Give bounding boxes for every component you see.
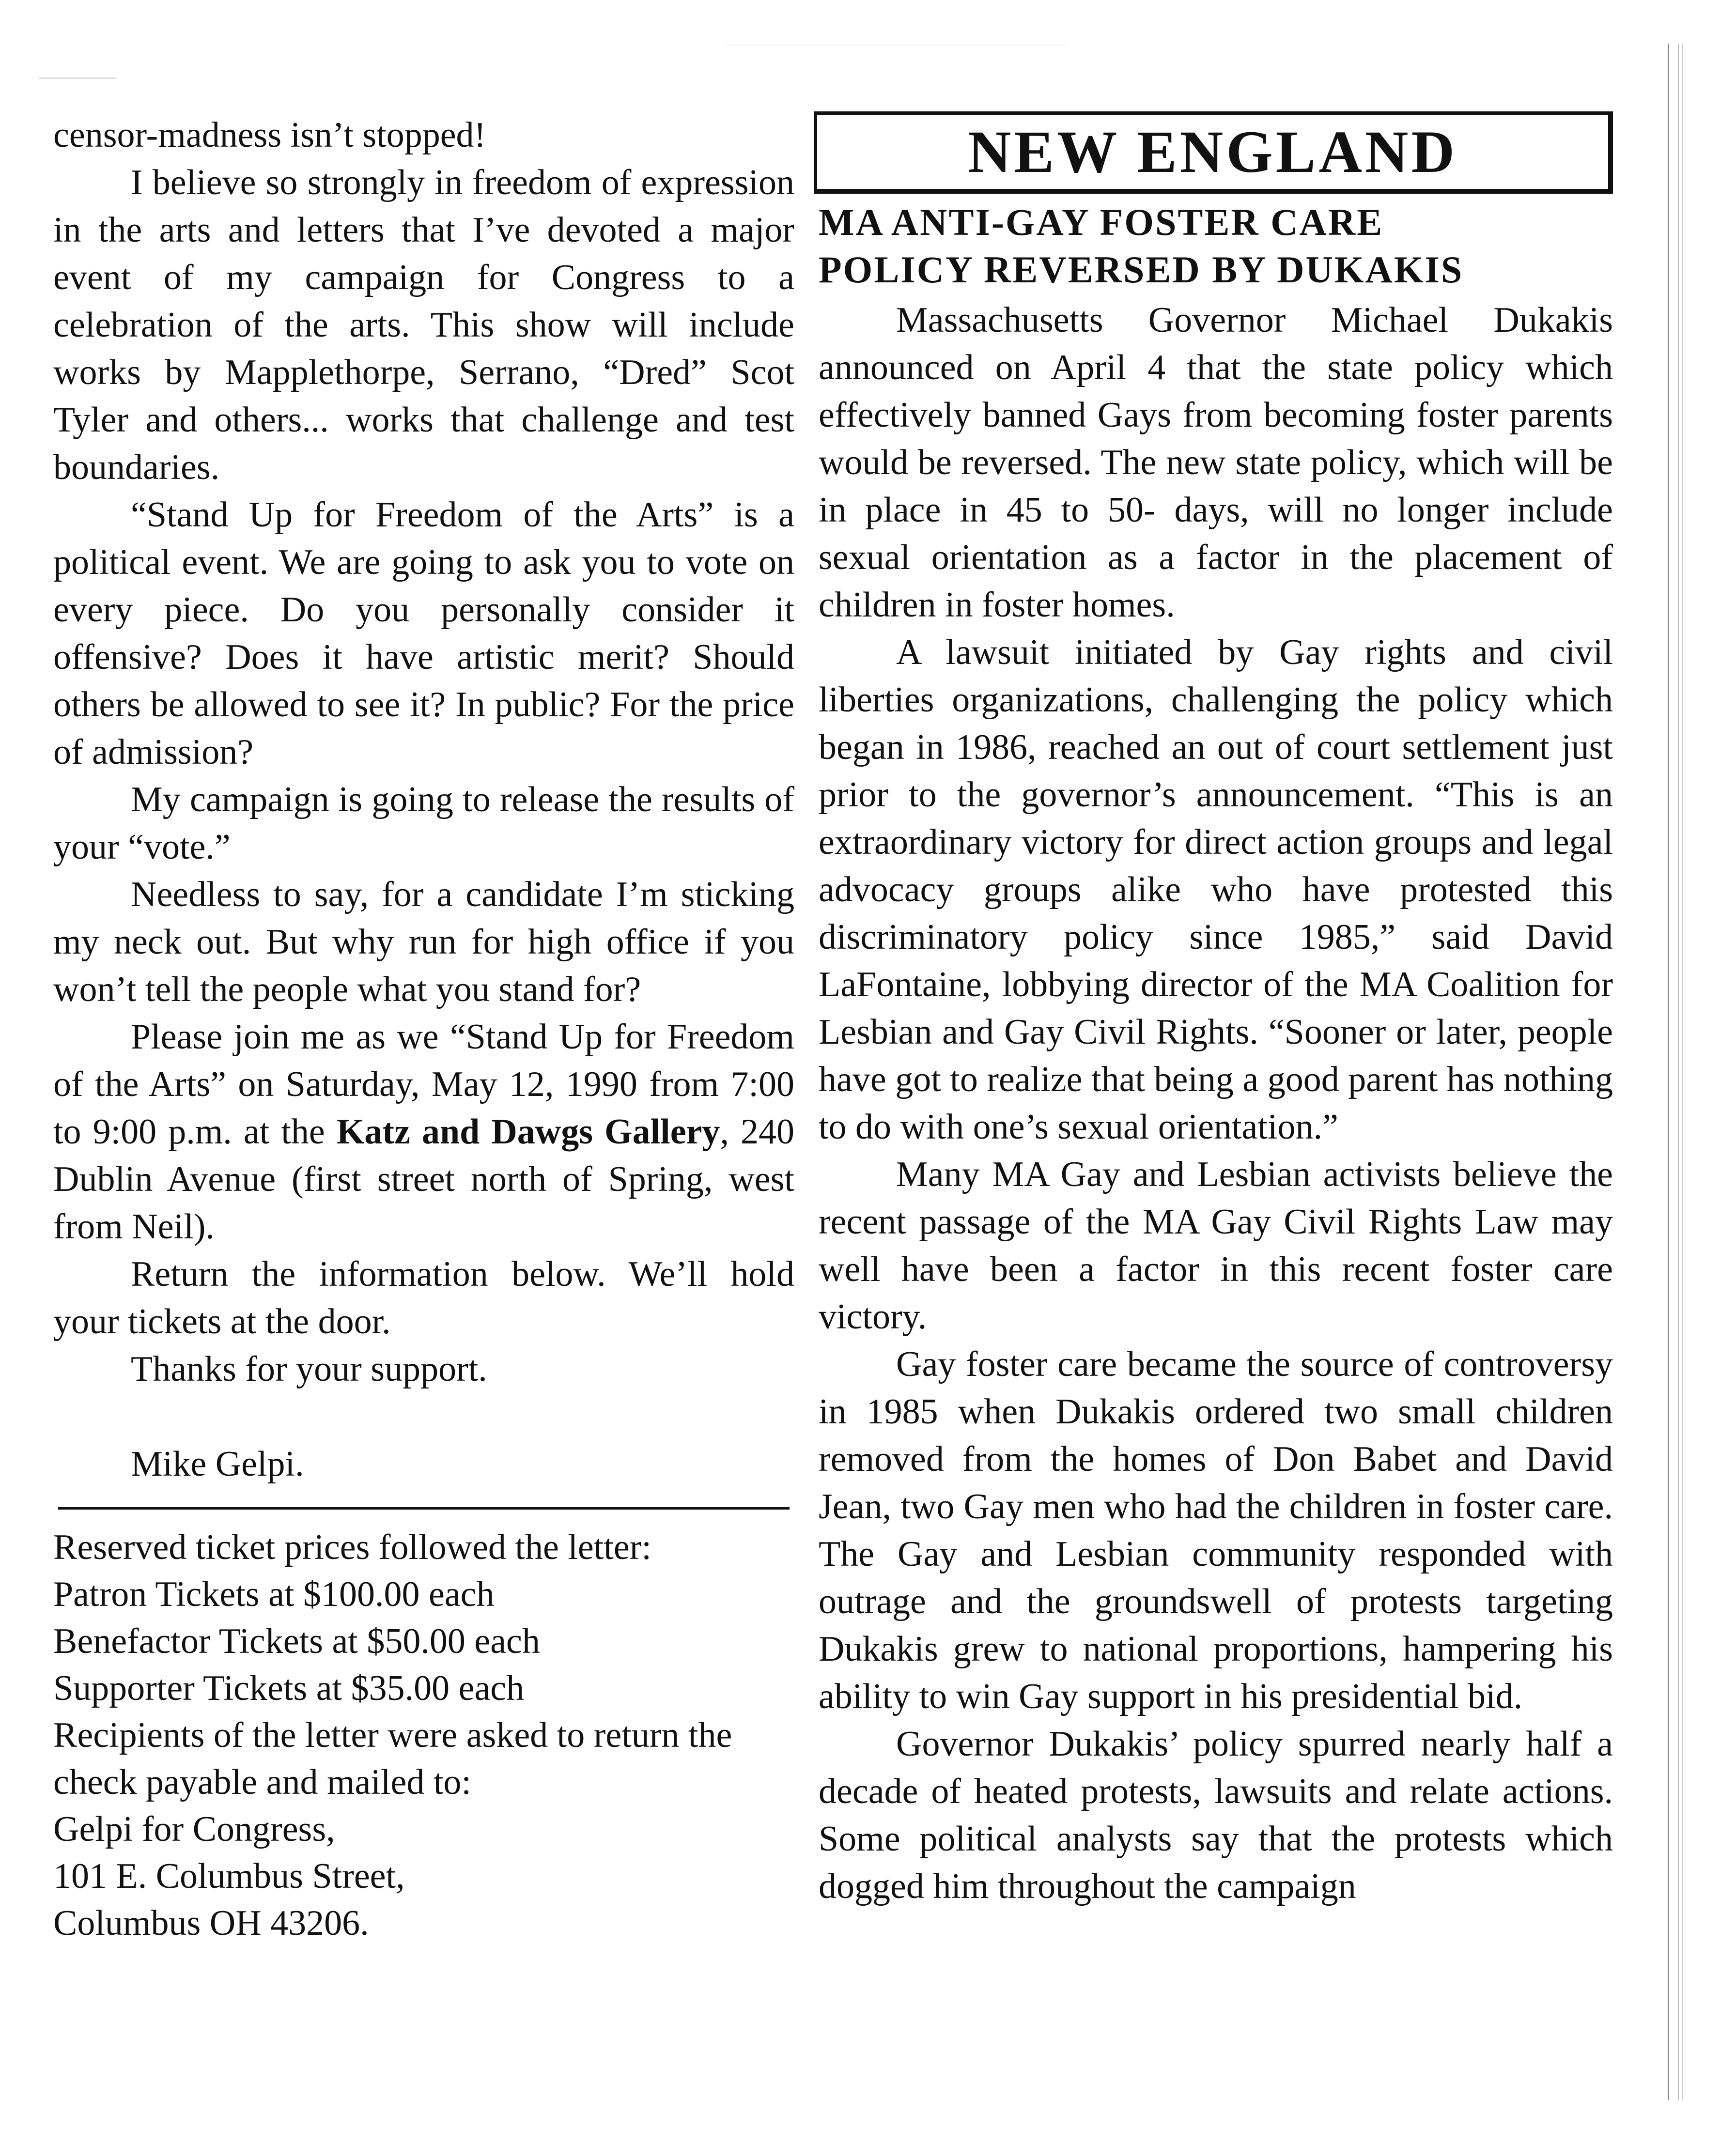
ticket-info-line: check payable and mailed to: xyxy=(53,1762,471,1802)
article-paragraph: Gay foster care became the source of controversy in 1985 when Dukakis ordered two small children removed from the homes of Don Babet and David Jean, two Gay men who had the children in foster care. The Gay and Lesbian community responded with outrage and the groundswell of protests targeting Dukakis grew to national proportions, hampering his ability to win Gay support in his presidential bid. xyxy=(819,1344,1613,1716)
scan-artifact xyxy=(727,45,1066,46)
section-header-box xyxy=(814,111,1613,194)
article-paragraph: Many MA Gay and Lesbian activists believe the recent passage of the MA Gay Civil Rights Law may well have been a factor in this recent foster care victory. xyxy=(819,1155,1613,1337)
event-text: Please join me as we “Stand Up for Freedom of the Arts” on Saturday, May 12, 1990 from 7:00 to 9:00 p.m. at the xyxy=(53,1017,794,1152)
letter-paragraph: My campaign is going to release the results of your “vote.” xyxy=(53,780,794,867)
scan-artifact xyxy=(39,77,116,79)
address-line: Gelpi for Congress, xyxy=(53,1809,335,1849)
ticket-info-line: Recipients of the letter were asked to return the xyxy=(53,1715,732,1755)
address-line: Columbus OH 43206. xyxy=(53,1903,369,1943)
ticket-price-line: Supporter Tickets at $35.00 each xyxy=(53,1668,525,1708)
headline-line: POLICY REVERSED BY DUKAKIS xyxy=(819,248,1464,291)
letter-paragraph: Return the information below. We’ll hold your tickets at the door. xyxy=(53,1254,794,1342)
article-paragraph: Governor Dukakis’ policy spurred nearly half a decade of heated protests, lawsuits and relate actions. Some political analysts say that the protests which dogged him throughout the campaign xyxy=(819,1724,1613,1906)
ticket-info xyxy=(53,1524,794,1947)
address-line: 101 E. Columbus Street, xyxy=(53,1856,405,1896)
letter-body xyxy=(53,111,794,1488)
ticket-info-line: Reserved ticket prices followed the letter: xyxy=(53,1527,651,1567)
event-paragraph xyxy=(53,1013,794,1250)
letter-paragraph: Thanks for your support. xyxy=(131,1349,487,1389)
letter-paragraph: Needless to say, for a candidate I’m sticking my neck out. But why run for high office if you won’t tell the people what you stand for? xyxy=(53,875,794,1009)
opening-line: censor-madness isn’t stopped! xyxy=(53,115,486,155)
page-edge-line xyxy=(1682,44,1683,2100)
article-paragraph: Massachusetts Governor Michael Dukakis announced on April 4 that the state policy which effectively banned Gays from becoming foster parents would be reversed. The new state policy, which will be in place in 45 to 50- days, will no longer include sexual orientation as a factor in the placement of children in foster homes. xyxy=(819,300,1613,625)
page-edge-line xyxy=(1668,44,1669,2100)
letter-paragraph: I believe so strongly in freedom of expression in the arts and letters that I’ve devoted a major event of my campaign for Congress to a celebration of the arts. This show will include works by Mapplethorpe, Serrano, “Dred” Scot Tyler and others... works that challenge and test boundaries. xyxy=(53,163,794,487)
right-column xyxy=(814,111,1613,1910)
signature: Mike Gelpi. xyxy=(131,1444,304,1484)
section-title: NEW ENGLAND xyxy=(967,118,1458,185)
article-paragraph: A lawsuit initiated by Gay rights and civil liberties organizations, challenging the policy which began in 1986, reached an out of court settlement just prior to the governor’s announcement. “This is an extraordinary victory for direct action groups and legal advocacy groups alike who have protested this discriminatory policy since 1985,” said David LaFontaine, lobbying director of the MA Coalition for Lesbian and Gay Civil Rights. “Sooner or later, people have got to realize that being a good parent has nothing to do with one’s sexual orientation.” xyxy=(819,633,1613,1147)
ticket-price-line: Patron Tickets at $100.00 each xyxy=(53,1574,495,1614)
letter-paragraph: “Stand Up for Freedom of the Arts” is a political event. We are going to ask you to vote on every piece. Do you personally consider it offensive? Does it have artistic merit? Should others be allowed to see it? In public? For the price of admission? xyxy=(53,495,794,772)
article-body xyxy=(819,296,1613,1910)
ticket-price-line: Benefactor Tickets at $50.00 each xyxy=(53,1621,540,1661)
article-headline xyxy=(819,199,1613,293)
left-column xyxy=(53,111,794,1947)
headline-line: MA ANTI-GAY FOSTER CARE xyxy=(819,201,1384,243)
divider-rule xyxy=(58,1507,790,1510)
page-edge-line xyxy=(1678,44,1679,2100)
event-text: , 240 Dublin Avenue (first street north of Spring, west from Neil). xyxy=(53,1112,795,1247)
venue-name: Katz and Dawgs Gallery xyxy=(336,1112,720,1152)
